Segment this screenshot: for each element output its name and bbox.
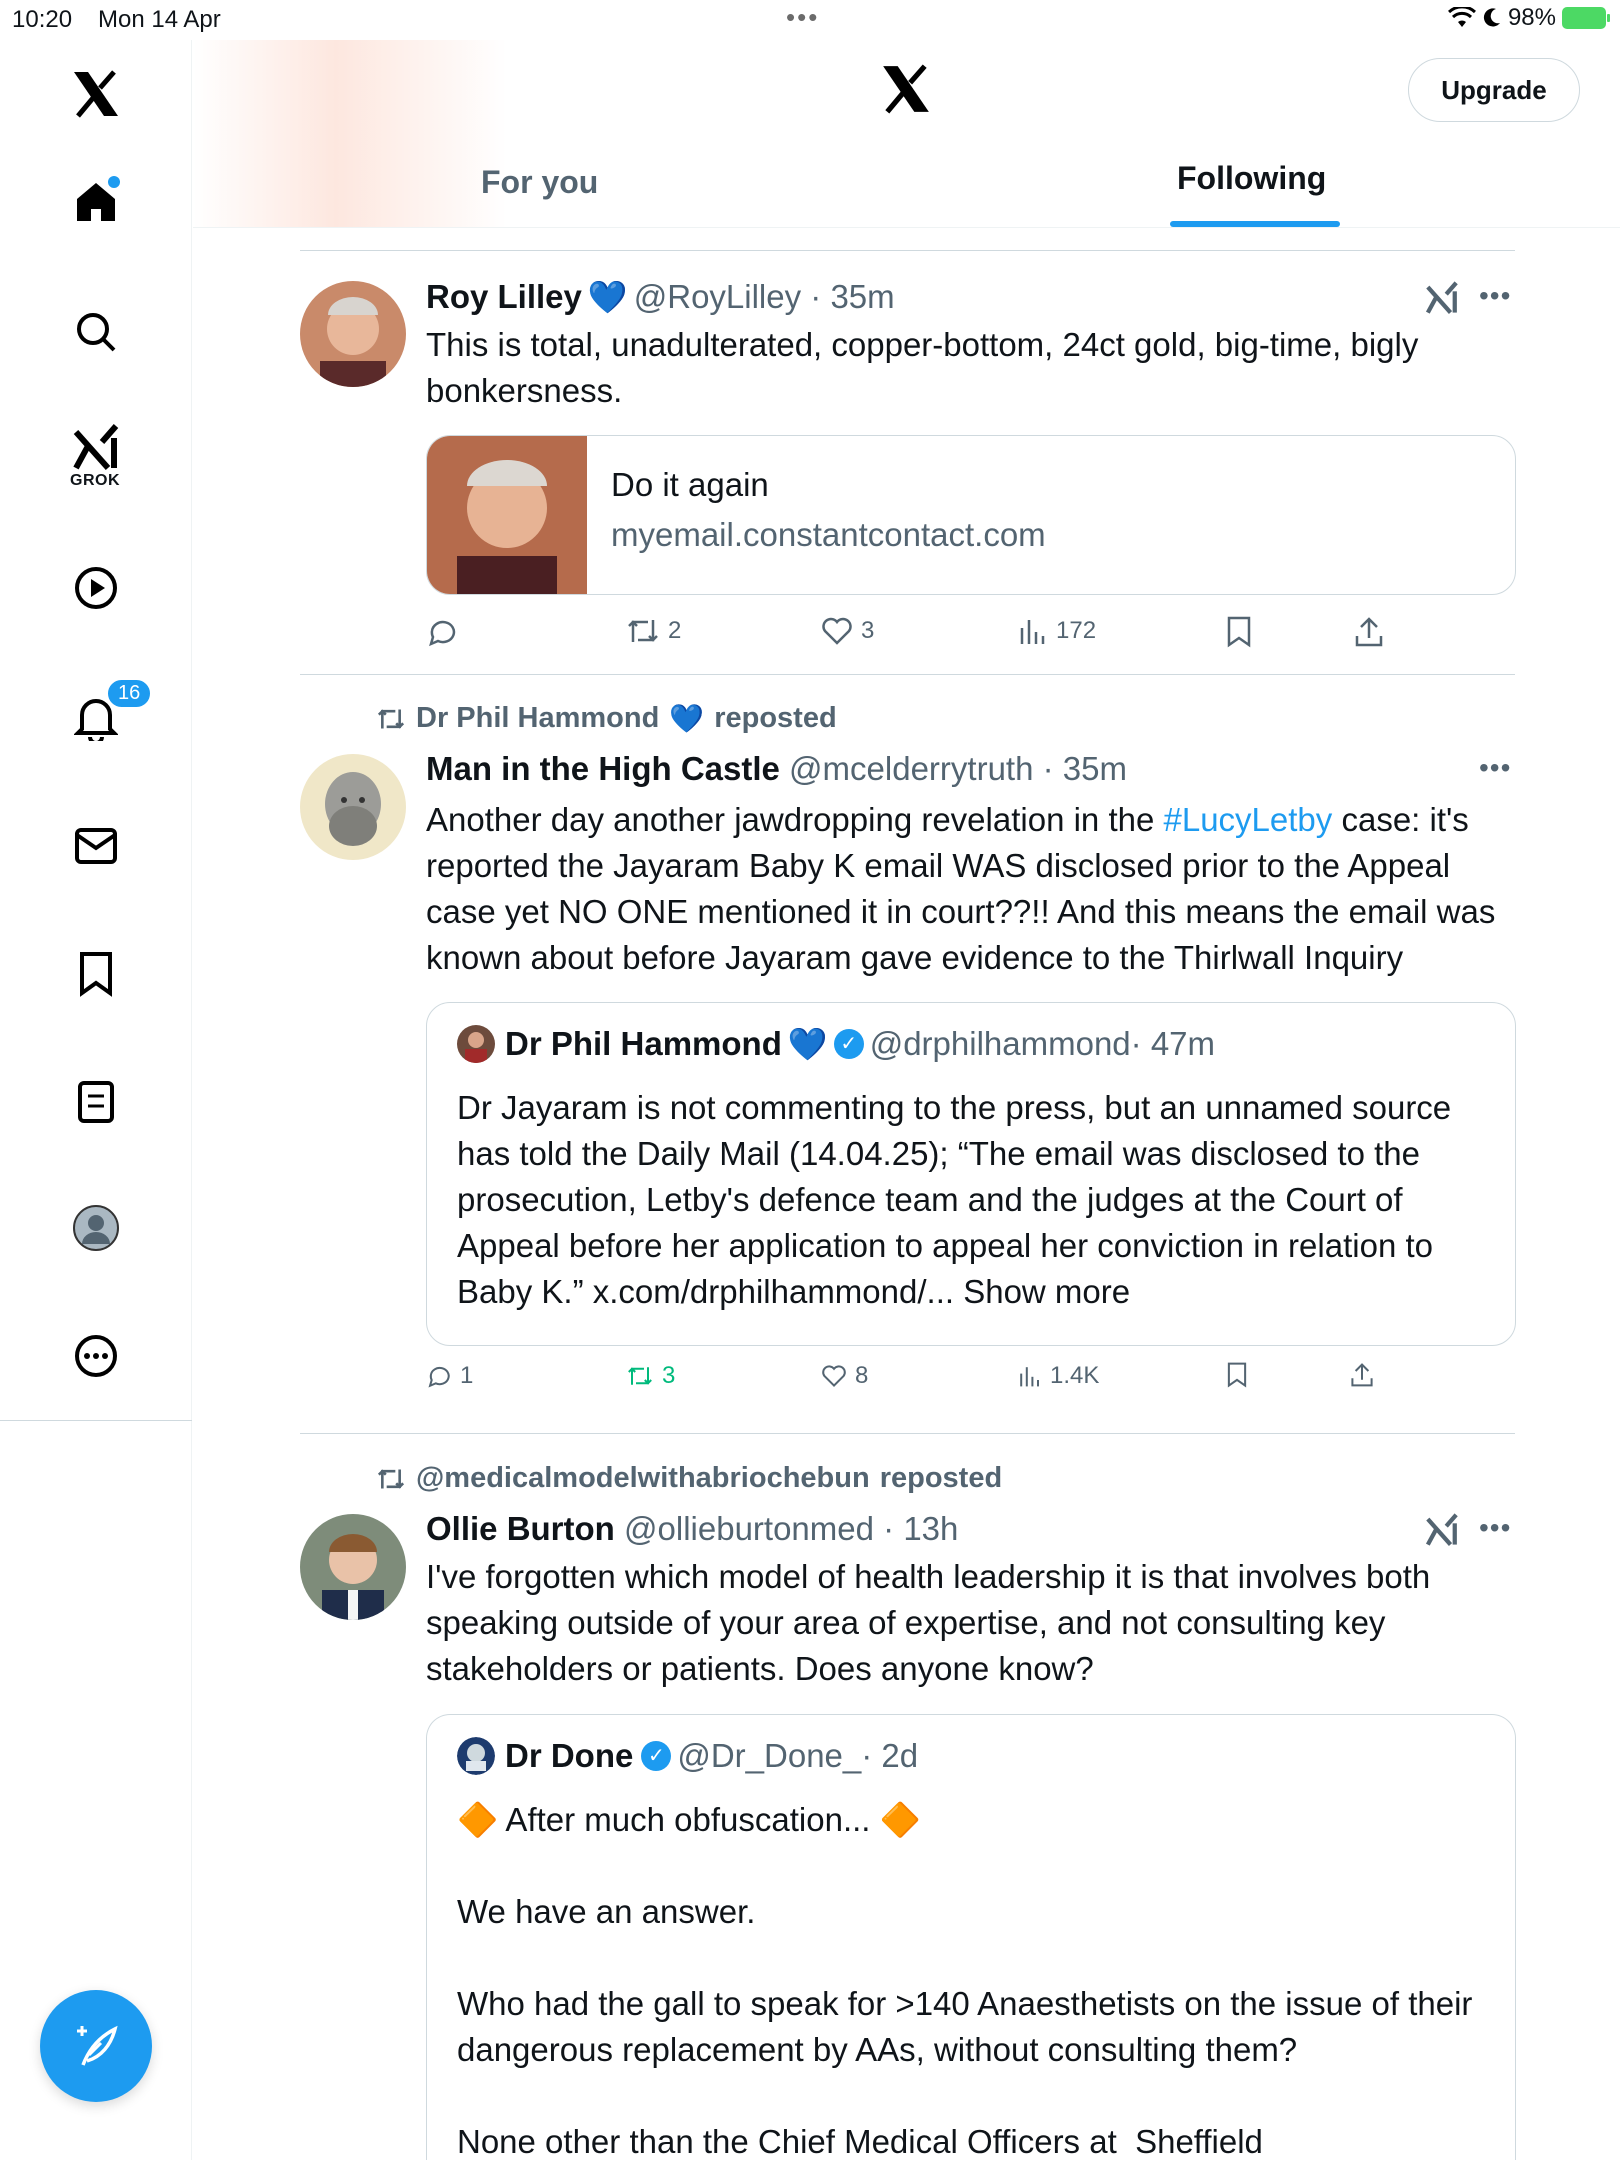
quoted-text-line: Who had the gall to speak for >140 Anaesthetists on the issue of their dangerous replacement by AAs, without consulting them? [457,1985,1482,2068]
share-icon [1354,616,1384,648]
tweet-time[interactable]: · 35m [1042,750,1127,787]
tab-following[interactable]: Following [1177,160,1327,196]
author-name[interactable]: Roy Lilley [426,278,582,315]
search-icon [74,310,118,354]
avatar[interactable] [300,281,406,387]
tweet-author-line [426,1510,958,1548]
battery-icon [1562,7,1606,29]
quoted-avatar[interactable] [457,1025,495,1063]
bookmark-button[interactable] [1226,616,1252,648]
quoted-time: · 2d [861,1737,919,1774]
link-card[interactable] [426,435,1516,595]
tweet-text: This is total, unadulterated, copper-bottom, 24ct gold, big-time, bigly bonkersness. [426,326,1419,409]
grok-explain-icon[interactable] [1425,1512,1459,1551]
quoted-author-name[interactable]: Dr Phil Hammond [505,1025,782,1062]
quoted-text-line: None other than the Chief Medical Officers at Sheffield [457,2123,1263,2160]
repost-icon [626,616,660,646]
link-card-domain: myemail.constantcontact.com [611,516,1046,553]
feed-divider [300,1433,1515,1434]
reposter-name[interactable]: @medicalmodelwithabriochebun [416,1462,870,1494]
author-handle[interactable]: @mcelderrytruth [789,750,1034,787]
views-button[interactable] [1018,616,1096,646]
views-count: 172 [1056,617,1097,644]
blue-heart-icon: 💙 [787,1026,828,1062]
sidebar-item-search[interactable] [64,300,128,364]
repost-icon [376,1466,406,1492]
profile-avatar-icon [72,1204,120,1252]
status-date: Mon 14 Apr [98,6,221,33]
repost-count: 3 [662,1362,676,1389]
reply-icon [426,1363,452,1389]
repost-attribution [376,1462,1002,1495]
grok-label: GROK [70,472,120,489]
mail-icon [74,827,118,865]
link-card-title: Do it again [611,466,769,503]
tweet-time[interactable]: · 13h [883,1510,959,1547]
views-button[interactable] [1018,1362,1099,1390]
x-logo-icon[interactable] [64,62,128,126]
heart-icon [821,1364,847,1388]
more-options-icon[interactable]: ••• [1479,280,1512,311]
quoted-text-line: 🔶 After much obfuscation... 🔶 [457,1801,921,1838]
views-chart-icon [1018,616,1048,646]
tweet-text [426,797,1516,981]
verified-badge-icon: ✓ [834,1029,864,1059]
tweet-text-part: case: it's reported the Jayaram Baby K email WAS disclosed prior to the Appeal case yet NO ONE mentioned it in court??!! And this means the email was known about before Jayaram gave evidence to the Thirlwall Inquiry [426,801,1496,976]
quoted-avatar[interactable] [457,1737,495,1775]
grok-icon [72,422,120,470]
views-chart-icon [1018,1364,1042,1388]
quoted-author-line [457,1737,918,1775]
timeline-feed [193,228,1620,2160]
author-name[interactable]: Man in the High Castle [426,750,780,787]
share-button[interactable] [1354,616,1384,648]
like-count: 3 [861,617,875,644]
reply-button[interactable] [426,1362,473,1390]
notifications-badge: 16 [106,678,152,709]
quoted-author-line [457,1025,1215,1063]
more-options-icon[interactable]: ••• [1479,752,1512,783]
quoted-author-name[interactable]: Dr Done [505,1737,634,1774]
repost-icon [376,706,406,732]
sidebar-item-messages[interactable] [64,814,128,878]
compose-feather-icon [71,2021,121,2071]
reply-icon [426,616,458,648]
avatar[interactable] [300,754,406,860]
tab-for-you[interactable]: For you [481,164,599,200]
author-handle[interactable]: @RoyLilley [633,278,802,315]
sidebar-item-profile[interactable] [64,1196,128,1260]
grok-explain-icon[interactable] [1425,280,1459,319]
status-right [1448,4,1606,32]
tweet-actions [426,616,1526,666]
reposter-name[interactable]: Dr Phil Hammond [416,702,660,734]
tweet-text: I've forgotten which model of health leadership it is that involves both speaking outside of your area of expertise, and not consulting key stakeholders or patients. Does anyone know? [426,1558,1431,1687]
list-icon [77,1080,115,1124]
sidebar-item-home[interactable] [64,170,128,234]
sidebar-divider [0,1420,192,1421]
multitask-dots-icon[interactable]: ••• [786,2,820,32]
sidebar-item-more[interactable] [64,1324,128,1388]
verified-badge-icon: ✓ [641,1741,671,1771]
heart-icon [821,616,853,646]
home-unread-dot [108,176,120,188]
repost-attribution [376,702,837,735]
quoted-tweet[interactable] [426,1714,1516,2160]
sidebar-item-notifications[interactable] [64,682,141,750]
sidebar-item-video[interactable] [64,556,128,620]
sidebar-item-bookmarks[interactable] [64,942,128,1006]
status-time: 10:20 [12,6,73,33]
quoted-author-handle[interactable]: @drphilhammond [869,1025,1131,1062]
compose-button[interactable] [40,1990,152,2102]
like-button[interactable] [821,1362,868,1390]
avatar[interactable] [300,1514,406,1620]
quoted-time: · 47m [1130,1025,1216,1062]
link-card-thumbnail [427,436,587,594]
quoted-tweet[interactable] [426,1002,1516,1346]
bookmark-button[interactable] [1226,1362,1248,1388]
feed-divider [300,674,1515,675]
views-count: 1.4K [1050,1362,1100,1389]
blue-heart-icon: 💙 [587,279,628,315]
more-options-icon[interactable]: ••• [1479,1512,1512,1543]
repost-button[interactable] [626,1362,675,1390]
x-logo-header-icon[interactable] [879,62,933,121]
quoted-text: Dr Jayaram is not commenting to the press, but an unnamed source has told the Daily Mail (14.04.25); “The email was disclosed to the prosecution, Letby's defence team and the judges at the Court of Appeal before her application to appeal her conviction in relation to Baby K.” x.com/drphilhammond/... Show more [457,1089,1461,1310]
feed-divider [300,250,1515,251]
upgrade-button[interactable]: Upgrade [1408,58,1580,122]
repost-suffix: reposted [714,702,837,734]
bookmark-icon [1226,616,1252,648]
quoted-author-handle[interactable]: @Dr_Done_ [677,1737,862,1774]
blue-heart-icon: 💙 [669,703,705,734]
tweet-author-line [426,278,895,316]
repost-suffix: reposted [879,1462,1003,1494]
wifi-icon [1448,7,1476,29]
timeline-header [193,40,1620,228]
sidebar-item-lists[interactable] [64,1070,128,1134]
moon-icon [1482,7,1502,29]
tweet-time[interactable]: · 35m [810,278,895,315]
quoted-text-line: We have an answer. [457,1893,756,1930]
tweet-author-line [426,750,1127,788]
tweet-text-part: Another day another jawdropping revelation in the [426,801,1164,838]
battery-percent: 98% [1507,4,1556,31]
repost-button[interactable] [626,616,681,646]
share-button[interactable] [1350,1362,1374,1388]
bookmark-icon [1226,1362,1248,1388]
author-name[interactable]: Ollie Burton [426,1510,615,1547]
play-icon [74,566,118,610]
tweet-actions [426,1362,1526,1412]
author-handle[interactable]: @ollieburtonmed [624,1510,874,1547]
repost-icon [626,1364,654,1388]
reply-button[interactable] [426,616,458,648]
bookmark-icon [78,951,114,997]
repost-count: 2 [668,617,682,644]
more-circle-icon [74,1334,118,1378]
like-count: 8 [855,1362,869,1389]
sidebar [0,40,192,2160]
hashtag-link[interactable]: #LucyLetby [1163,801,1333,838]
like-button[interactable] [821,616,874,646]
sidebar-item-grok[interactable] [64,422,128,489]
reply-count: 1 [460,1362,474,1389]
status-bar [0,0,1620,40]
active-tab-indicator [1170,221,1340,227]
share-icon [1350,1362,1374,1388]
